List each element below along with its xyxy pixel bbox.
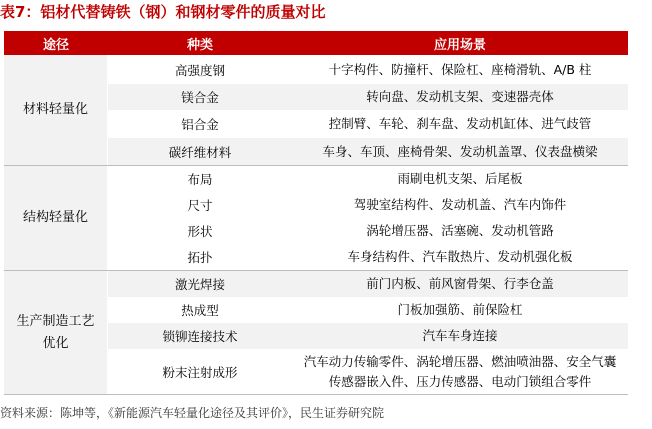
group-structure (4, 166, 628, 271)
application-cell: 门板加强筋、前保险杠 (397, 302, 523, 317)
type-cell: 热成型 (181, 303, 219, 318)
type-cell: 高强度钢 (174, 62, 225, 78)
type-cell: 激光焊接 (174, 277, 225, 292)
application-cell: 汽车动力传输零件、涡轮增压器、燃油喷油器、安全气囊传感器嵌入件、压力传感器、电动门锁组合零件 (303, 353, 617, 389)
application-cell: 车身、车顶、座椅骨架、发动机盖罩、仪表盘横梁 (322, 143, 598, 159)
type-cell: 尺寸 (187, 198, 213, 213)
header-application: 应用场景 (433, 37, 486, 53)
type-cell: 锁铆连接技术 (162, 329, 238, 344)
application-cell: 十字构件、防撞杆、保险杠、座椅滑轨、A/B 柱 (328, 61, 592, 77)
comparison-table (4, 31, 628, 395)
type-cell: 碳纤维材料 (168, 144, 232, 160)
application-cell: 汽车车身连接 (422, 328, 498, 343)
application-cell: 转向盘、发动机支架、变速器壳体 (366, 89, 554, 104)
application-cell: 前门内板、前风窗骨架、行李仓盖 (366, 276, 554, 291)
group-material (4, 55, 628, 166)
application-cell: 驾驶室结构件、发动机盖、汽车内饰件 (353, 197, 567, 212)
table-row (108, 166, 628, 192)
type-cell: 拓扑 (187, 250, 213, 265)
type-cell: 形状 (187, 224, 213, 239)
group-name: 生产制造工艺优化 (4, 271, 108, 394)
type-cell: 布局 (187, 172, 213, 187)
application-cell: 控制臂、车轮、刹车盘、发动机缸体、进气歧管 (328, 116, 592, 131)
type-cell: 铝合金 (181, 117, 219, 132)
table-row (108, 349, 628, 394)
type-cell: 镁合金 (181, 90, 219, 105)
source-note: 资料来源：陈坤等，《新能源汽车轻量化途径及其评价》，民生证券研究院 (0, 406, 385, 420)
table-row (108, 138, 628, 165)
table-row (108, 271, 628, 297)
table-title: 表7：铝材代替铸铁（钢）和钢材零件的质量对比 (0, 3, 326, 21)
group-name: 材料轻量化 (4, 55, 108, 165)
table-row (108, 218, 628, 244)
table-row (108, 84, 628, 110)
group-process (4, 271, 628, 395)
group-name: 结构轻量化 (4, 166, 108, 270)
application-cell: 涡轮增压器、活塞碗、发动机管路 (366, 223, 554, 238)
type-cell: 粉末注射成形 (162, 364, 238, 380)
application-cell: 车身结构件、汽车散热片、发动机强化板 (347, 249, 573, 264)
header-approach: 途径 (42, 37, 69, 53)
header-type: 种类 (186, 37, 213, 53)
table-row (108, 55, 628, 84)
table-header (4, 31, 628, 55)
application-cell: 雨刷电机支架、后尾板 (397, 171, 523, 186)
table-row (108, 192, 628, 218)
table-row (108, 110, 628, 138)
table-row (108, 323, 628, 349)
table-row (108, 297, 628, 323)
table-row (108, 244, 628, 270)
